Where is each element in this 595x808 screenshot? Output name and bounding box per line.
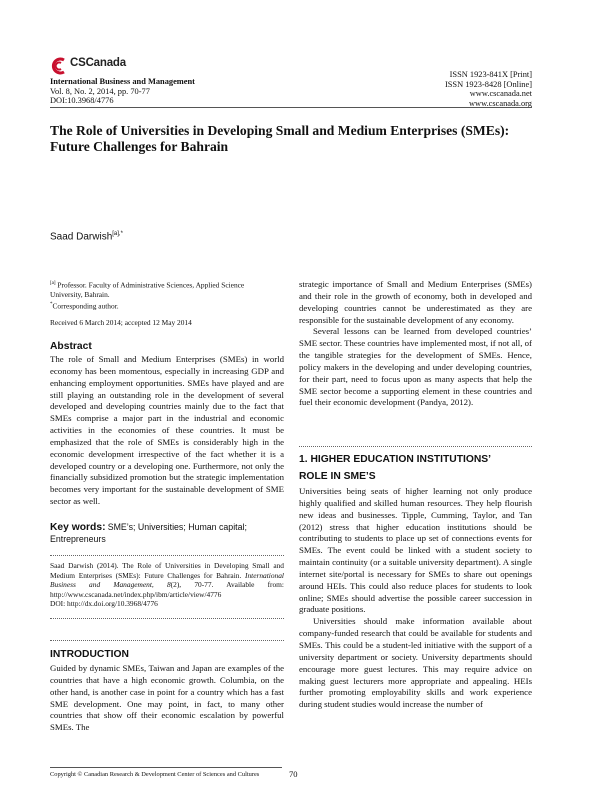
received-dates: Received 6 March 2014; accepted 12 May 2014 [50, 318, 192, 327]
footer-rule [50, 767, 282, 768]
section-1-text [299, 486, 532, 711]
citation-text: Saad Darwish (2014). The Role of Universities in Developing Small and Medium Enterprises (SMEs): Future Challenges for Bahrain. [50, 561, 284, 580]
keywords [50, 522, 284, 546]
cscanada-logo-icon [50, 57, 68, 75]
issn-info [445, 70, 532, 108]
journal-title: International Business and Management [50, 77, 195, 86]
website-link-1[interactable]: www.cscanada.net [469, 89, 532, 99]
introduction-heading: INTRODUCTION [50, 649, 129, 660]
section-divider [299, 446, 532, 447]
issn-print: ISSN 1923-841X [Print] [449, 70, 532, 79]
page-number: 70 [289, 769, 298, 779]
affiliation-line-1: Professor. Faculty of Administrative Sciences, Applied Science [57, 280, 245, 290]
author-marks: [a],* [112, 231, 123, 237]
citation-doi[interactable]: DOI: http://dx.doi.org/10.3968/4776 [50, 599, 158, 609]
citation-volume: 8 [166, 580, 171, 590]
keywords-text: SME’s; Universities; Human capital; Entrepreneurs [50, 522, 247, 544]
author [50, 231, 123, 242]
citation-journal: International Business and Management, [50, 570, 284, 590]
issn-online: ISSN 1923-8428 [Online] [444, 79, 532, 89]
paragraph-2: Several lessons can be learned from developed countries’ SME sector. These countries have implemented most, if not all, of the tangible strategies for the development of SMEs. Hence, policy makers in the developing and under developing countries, for their part, need to focus upon as many aspects that help the SME sector become a supporting element in these countries and fuel their economic development (Pandya, 2012). [299, 326, 532, 408]
affiliation [50, 279, 284, 311]
author-name: Saad Darwish [50, 231, 113, 243]
article-title-line-2: Future Challenges for Bahrain [50, 139, 229, 154]
journal-info [50, 77, 195, 106]
affiliation-mark: [a] [50, 281, 56, 286]
article-title-line-1: The Role of Universities in Developing Small and Medium Enterprises (SMEs): [50, 123, 510, 138]
corresponding-author: Corresponding author. [52, 301, 119, 311]
section-1-heading-line-2: ROLE IN SME’S [299, 471, 376, 482]
paragraph-3: Universities being seats of higher learning not only produce highly qualified and skilled human resources. They help flourish new ideas and businesses. Tipple, Cumming, Taylor, and Tan (2012) stress that higher education institutions should be contributing to students to place up set of connections events for SMEs. The event could be linked with a student society to maintain continuity (or a suitable university department). A single internet site/portal is necessary for SMEs to share out openings around HEIs. This could also reduce places for students to look online; SMEs should advertise the possible career succession in graduate positions. [299, 486, 532, 615]
logo-text: CSCanada [70, 57, 126, 69]
cscanada-logo [50, 55, 180, 77]
abstract-text: The role of Small and Medium Enterprises (SMEs) in world economy has been momentous, especially in increasing GDP and enhancing employment opportunities. SMEs have played and are still playing an outstanding role in the development of several developed and developing countries mainly due to the fact that SMEs comprise a major part in the industrial and economic activities in the economies of these countries. It must be emphasized that the role of SMEs is considerably high in the economic development irrespective of the fact whether it is a developed country or a developing one. Furthermore, not only the financially subsidized promotion but the strategic implementation becomes very important for the sustainable development of SME sector as well. [50, 354, 284, 507]
paragraph-4: Universities should make information available about company-funded research that could be available for students and SMEs. This could be a student-led initiative with the support of a university department or society. University departments should encourage more guest lectures. This may require advice on making guest lecturers more appropriate and appealing. HEIs further promoting employability skills and work experience during student studies would increase the number of [299, 616, 532, 710]
section-1-heading [299, 451, 532, 485]
introduction-text: Guided by dynamic SMEs, Taiwan and Japan are examples of the countries that have a high economic growth. Columbia, on the other hand, is another case in point for a country which has a fast SME development. One may point, in fact, to many other countries that show off their economic escalation by powerful SMEs. The [50, 663, 284, 733]
header-rule [50, 107, 532, 108]
affiliation-line-2: University, Bahrain. [50, 290, 110, 300]
section-1-heading-line-1: 1. HIGHER EDUCATION INSTITUTIONS’ [299, 454, 492, 465]
footer-copyright: Copyright © Canadian Research & Development Center of Sciences and Cultures [50, 771, 260, 778]
citation-link[interactable]: (2), 70-77. Available from: http://www.cscanada.net/index.php/ibm/article/view/4776 [50, 580, 284, 599]
article-title [50, 123, 535, 155]
citation-divider-bottom [50, 618, 284, 619]
paragraph-1: strategic importance of Small and Medium Enterprises (SMEs) and their role in the growth of economy, both in developed and developing countries cannot be underestimated as they are responsible for the sustainable development of any economy. [299, 279, 532, 325]
corresponding-mark: * [50, 301, 53, 307]
journal-doi: DOI:10.3968/4776 [50, 96, 114, 106]
citation-divider-top [50, 555, 284, 556]
journal-volume: Vol. 8, No. 2, 2014, pp. 70-77 [50, 86, 150, 96]
keywords-label: Key words: [50, 522, 106, 533]
intro-divider [50, 640, 284, 641]
column-2-text [299, 279, 532, 409]
website-link-2[interactable]: www.cscanada.org [468, 98, 532, 108]
citation [50, 561, 284, 609]
abstract-heading: Abstract [50, 341, 92, 352]
